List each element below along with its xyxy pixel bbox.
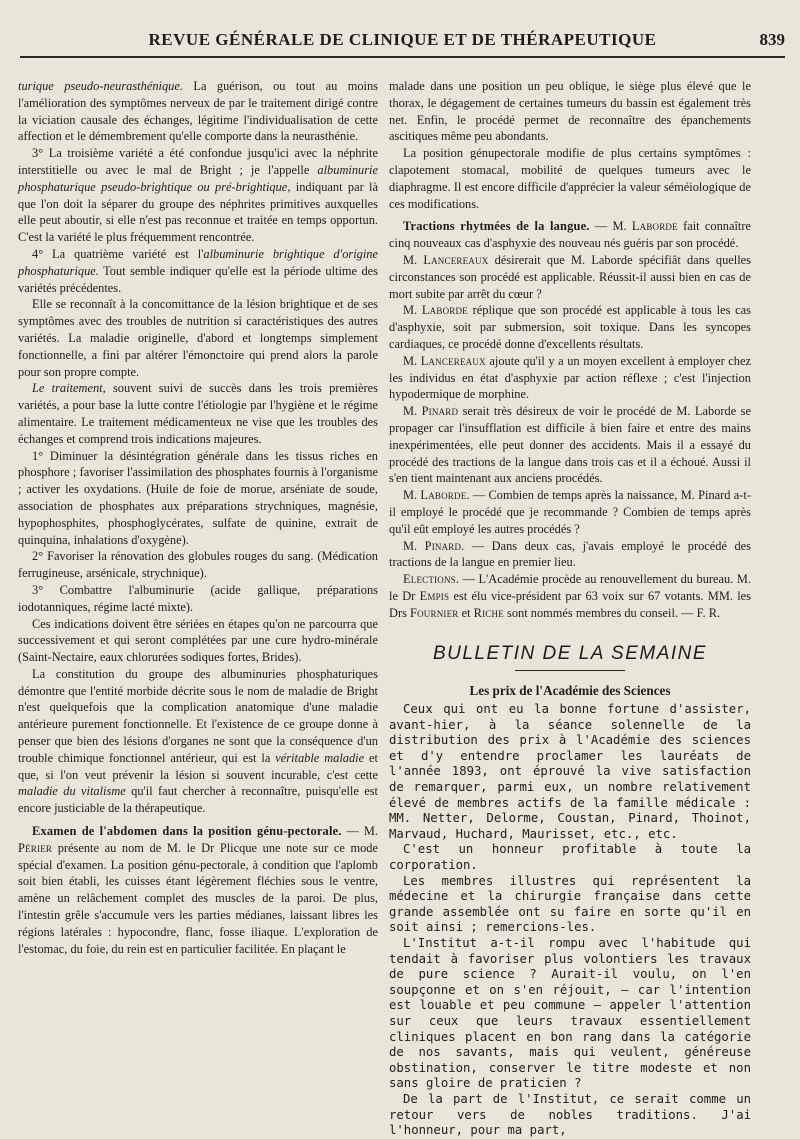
- right-column: [389, 78, 751, 1139]
- paragraph: La position génupectorale modifie de plus certains symptômes : clapotement stomacal, mobilité de quelques tumeurs avec le diaphragme. Il est encore difficile d'apprécier la valeur séméiologique de ces modifications.: [389, 146, 751, 211]
- paragraph: Elle se reconnaît à la concomittance de la lésion brightique et de ses symptômes avec des troubles de nutrition si caractéristiques des autres variétés. La maladie originelle, d'abord et longtemps simplement fonctionnelle, a fini par altérer l'émonctoire qui prend alors la parole pour son propre compte.: [18, 297, 378, 379]
- running-header: [20, 26, 785, 62]
- paragraph: M. Lancereaux désirerait que M. Laborde spécifiât dans quelles circonstances son procédé est applicable. Réussit-il aussi bien en cas de mort subite par arrêt du cœur ?: [389, 252, 752, 301]
- paragraph: 2° Favoriser la rénovation des globules rouges du sang. (Médication ferrugineuse, arsénicale, strychnique).: [18, 549, 378, 581]
- bulletin-rule: [515, 670, 625, 671]
- paragraph: C'est un honneur profitable à toute la corporation.: [389, 842, 751, 873]
- paragraph: 1° Diminuer la désintégration générale dans les tissus riches en phosphore ; favoriser l'assimilation des phosphates fournis à l'organisme ; activer les oxydations. (Huile de foie de morue, arséniate de soude, association de phosphates aux préparations strychniques, magnésie, hypophosphites, phosphoglycérates, sulfate de quinine, extrait de quinquina, inhalations d'oxygène).: [18, 448, 378, 547]
- left-column: [18, 78, 378, 957]
- journal-title: REVUE GÉNÉRALE DE CLINIQUE ET DE THÉRAPEUTIQUE: [148, 30, 657, 49]
- paragraph: Ceux qui ont eu la bonne fortune d'assister, avant-hier, à la séance solennelle de la distribution des prix à l'Académie des sciences et d'y entendre proclamer les lauréats de l'année 1893, ont éprouvé la vive satisfaction de remarquer, parmi eux, un nombre relativement élevé de membres actifs de la famille médicale : MM. Netter, Delorme, Coustan, Pinard, Thoinot, Marvaud, Huchard, Maurisset, etc., etc.: [389, 702, 751, 841]
- paragraph: Examen de l'abdomen dans la position génu-pectorale. — M. Périer présente au nom de M. le Dr Plicque une note sur ce mode spécial d'examen. La position génu-pectorale, à condition que l'aplomb soit bien établi, les cuisses étant légèrement fléchies sous le ventre, amène un relâchement complet des muscles de la paroi. De plus, l'intestin grêle s'accumule vers les parties médianes, laissant libres les régions latérales : hypocondre, flanc, fosse iliaque. L'exploration de l'estomac, du foie, du rein est en particulier facilitée. En plaçant le: [18, 824, 378, 956]
- bulletin-heading: BULLETIN DE LA SEMAINE: [432, 642, 708, 664]
- paragraph: La constitution du groupe des albuminuries phosphaturiques démontre que l'entité morbide décrite sous le nom de maladie de Bright n'est quelquefois que la complication anatomique d'une maladie antérieure purement fonctionnelle. Et l'existence de ce groupe donne à penser que bien des lésions d'organes ne sont que la conséquence d'un trouble chimique fonctionnel antérieur, qui est la véritable maladie et que, si l'on veut prévenir la lésion si souvent incurable, c'est cette maladie du vitalisme qu'il faut chercher à reconnaître, puisqu'elle est encore justiciable de la thérapeutique.: [18, 666, 378, 816]
- section-heading: Examen de l'abdomen dans la position génu-pectorale.: [32, 824, 342, 839]
- paragraph: M. Laborde. — Combien de temps après la naissance, M. Pinard a-t-il employé le procédé que je recommande ? Combien de temps après qu'il eût employé les autres procédés ?: [389, 488, 751, 536]
- paragraph: M. Laborde réplique que son procédé est applicable à tous les cas d'asphyxie, soit par submersion, soit toxique. Dans les syncopes cardiaques, ce procédé donne d'excellents résultats.: [389, 303, 751, 351]
- paragraph: M. Pinard. — Dans deux cas, j'avais employé le procédé des tractions de la langue en premier lieu.: [389, 538, 751, 570]
- section-heading: Tractions rhytmées de la langue.: [403, 219, 590, 234]
- paragraph: turique pseudo-neurasthénique. La guérison, ou tout au moins l'amélioration des symptômes nerveux de par le traitement dirigé contre la viciation causale des échanges, légitime l'individualisation de cette affection et le démembrement qu'elle comporte dans la neurasthénie.: [18, 79, 378, 144]
- paragraph: De la part de l'Institut, ce serait comme un retour vers de nobles traditions. J'ai l'honneur, pour ma part,: [389, 1091, 751, 1138]
- paragraph: Tractions rhytmées de la langue. — M. Laborde fait connaître cinq nouveaux cas d'asphyxie des nouveau nés guéris par son procédé.: [389, 219, 751, 251]
- news-article: [389, 702, 751, 1139]
- paragraph: Ces indications doivent être sériées en étapes qu'on ne parcourra que successivement et qui seront complétées par une cure hydro-minérale (Saint-Nectaire, eaux chlorurées sodiques fortes, Brides).: [18, 616, 378, 665]
- paragraph: Le traitement, souvent suivi de succès dans les trois premières variétés, a pour base la lutte contre l'étiologie par l'hygiène et le régime alimentaire. Le traitement médicamenteux ne vise que les troubles des échanges et comprend trois indications majeures.: [18, 381, 378, 446]
- header-rule: [20, 56, 785, 58]
- article-title: Les prix de l'Académie des Sciences: [469, 683, 671, 699]
- paragraph: M. Lancereaux ajoute qu'il y a un moyen excellent à employer chez les individus en état d'asphyxie par action réflexe ; c'est l'injection hypodermique de morphine.: [389, 353, 751, 402]
- paragraph: Les membres illustres qui représentent la médecine et la chirurgie française dans cette grande assemblée ont su faire en sorte qu'il en soit ainsi ; remercions-les.: [389, 873, 751, 935]
- paragraph: 3° Combattre l'albuminurie (acide gallique, préparations iodotanniques, régime lacté mixte).: [18, 582, 378, 614]
- paragraph: 3° La troisième variété a été confondue jusqu'ici avec la néphrite interstitielle ou avec le mal de Bright ; je l'appelle albuminurie phosphaturique pseudo-brightique ou pré-brightique, indiquant par là que l'on doit la séparer du groupe des néphrites primitives auxquelles elle peut aboutir, si elle n'est pas reconnue et traitée en temps opportun. C'est la variété le plus fréquemment rencontrée.: [18, 146, 378, 245]
- page-number: 839: [759, 30, 785, 49]
- paragraph: Elections. — L'Académie procède au renouvellement du bureau. M. le Dr Empis est élu vice-président par 63 voix sur 67 votants. MM. les Drs Fournier et Riche sont nommés membres du conseil. — F. R.: [389, 572, 751, 620]
- paragraph: M. Pinard serait très désireux de voir le procédé de M. Laborde se propager car l'insufflation est difficile à bien faire et entre des mains inexpérimentées, elle peut donner des accidents. Mais il a essayé du procédé des tractions de la langue dans trois cas et il a échoué. Aussi il s'en tient maintenant aux anciens procédés.: [389, 404, 751, 486]
- paragraph: L'Institut a-t-il rompu avec l'habitude qui tendait à favoriser plus volontiers les travaux de pure science ? Aurait-il voulu, on l'en soupçonne et on s'en réjouit, — car l'intention est louable et peu commune — appeler l'attention sur ceux que leurs travaux essentiellement cliniques placent en bon rang dans la catégorie de nos savants, mais qui veulent, généreuse obstination, conserver le titre modeste et non sans gloire de praticien ?: [389, 936, 751, 1091]
- paragraph: 4° La quatrième variété est l'albuminurie brightique d'origine phosphaturique. Tout semble indiquer qu'elle est la période ultime des variétés précédentes.: [18, 246, 378, 295]
- paragraph: malade dans une position un peu oblique, le siège plus élevé que le thorax, le dégagement de certaines tumeurs du bassin est également très net. Enfin, le procédé permet de reconnaître des épanchements ascitiques même peu abondants.: [389, 79, 751, 144]
